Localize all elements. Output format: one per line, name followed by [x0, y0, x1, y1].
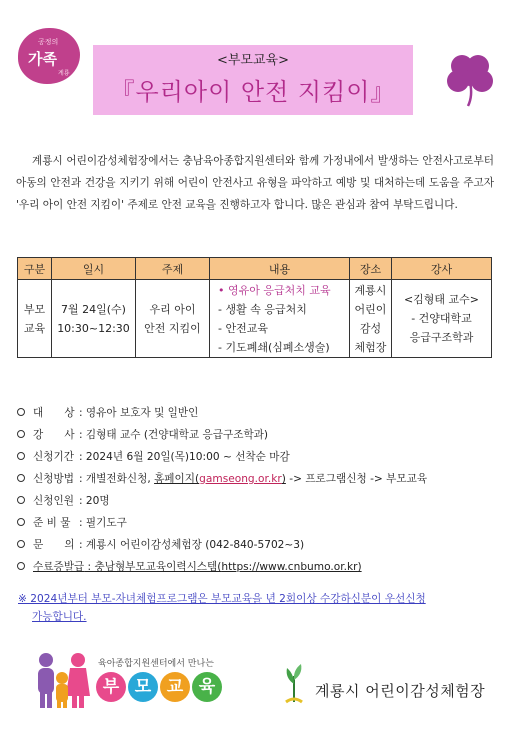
cnbumo-link[interactable]: https://www.cnbumo.or.kr [221, 561, 358, 573]
title-banner [93, 45, 413, 115]
header-instructor: 강사 [392, 258, 492, 280]
details-list [17, 402, 497, 578]
list-item: 강 사 : 김형태 교수 (건양대학교 응급구조학과) [17, 424, 497, 446]
logo-small-text: 공정의 [38, 38, 59, 46]
header-category: 구분 [18, 258, 52, 280]
list-item: 신청인원 : 20명 [17, 490, 497, 512]
circle-bullet-icon [17, 540, 25, 548]
cell-contents: • 영유아 응급처치 교육 - 생활 속 응급처치 - 안전교육 - 기도폐쇄(심폐소생술) [210, 280, 350, 358]
table-header-row [18, 258, 492, 280]
parent-education-logo: 부 모 교 육 [96, 672, 224, 702]
list-item: 준 비 물 : 필기도구 [17, 512, 497, 534]
circle-bullet-icon [17, 518, 25, 526]
intro-paragraph: 계룡시 어린이감성체험장에서는 충남육아종합지원센터와 함께 가정내에서 발생하는 안전사고로부터 아동의 안전과 건강을 지키기 위해 어린이 안전사고 유형을 파악하고 예방 및 대처하는데 도움을 주고자 '우리 아이 안전 지킴이' 주제로 안전 교육을 진행하고자 합니다. 많은 관심과 참여 부탁드립니다. [16, 155, 494, 211]
clover-icon [440, 48, 500, 108]
family-logo-badge [18, 28, 80, 84]
header-contents: 내용 [210, 258, 350, 280]
circle-bullet-icon [17, 452, 25, 460]
page-subtitle: <부모교육> [216, 53, 290, 68]
footer-subtitle: 육아종합지원센터에서 만나는 [98, 659, 214, 669]
cell-instructor: <김형태 교수> - 건양대학교 응급구조학과 [392, 280, 492, 358]
cell-place: 계룡시 어린이 감성 체험장 [350, 280, 392, 358]
header-topic: 주제 [136, 258, 210, 280]
cell-category: 부모 교육 [18, 280, 52, 358]
homepage-link[interactable]: gamseong.or.kr [199, 473, 282, 485]
cell-date: 7월 24일(수) 10:30~12:30 [52, 280, 136, 358]
circle-bullet-icon [17, 562, 25, 570]
list-item: 수료증발급 : 충남형부모교육이력시스템(https://www.cnbumo.or.kr) [17, 556, 497, 578]
list-item: 문 의 : 계룡시 어린이감성체험장 (042-840-5702~3) [17, 534, 497, 556]
circle-bullet-icon [17, 430, 25, 438]
list-item: 대 상 : 영유아 보호자 및 일반인 [17, 402, 497, 424]
priority-notice: ※ 2024년부터 부모-자녀체험프로그램은 부모교육을 년 2회이상 수강하신분이 우선신청 가능합니다. [18, 593, 426, 623]
list-item: 신청기간 : 2024년 6월 20일(목)10:00 ~ 선착순 마감 [17, 446, 497, 468]
family-figure-icon [32, 648, 92, 710]
header-place: 장소 [350, 258, 392, 280]
header-date: 일시 [52, 258, 136, 280]
organization-name: 계룡시 어린이감성체험장 [315, 682, 486, 700]
cell-topic: 우리 아이 안전 지킴이 [136, 280, 210, 358]
circle-bullet-icon [17, 474, 25, 482]
circle-bullet-icon [17, 496, 25, 504]
circle-bullet-icon [17, 408, 25, 416]
schedule-table [17, 257, 492, 358]
logo-tiny-text: 계룡 [58, 70, 70, 77]
table-row [18, 280, 492, 358]
page-title: 『우리아이 안전 지킴이』 [110, 78, 396, 106]
sprout-icon [283, 662, 305, 706]
logo-main-text: 가족 [28, 50, 57, 68]
list-item: 신청방법 : 개별전화신청, 홈페이지(gamseong.or.kr) -> 프로그램신청 -> 부모교육 [17, 468, 497, 490]
